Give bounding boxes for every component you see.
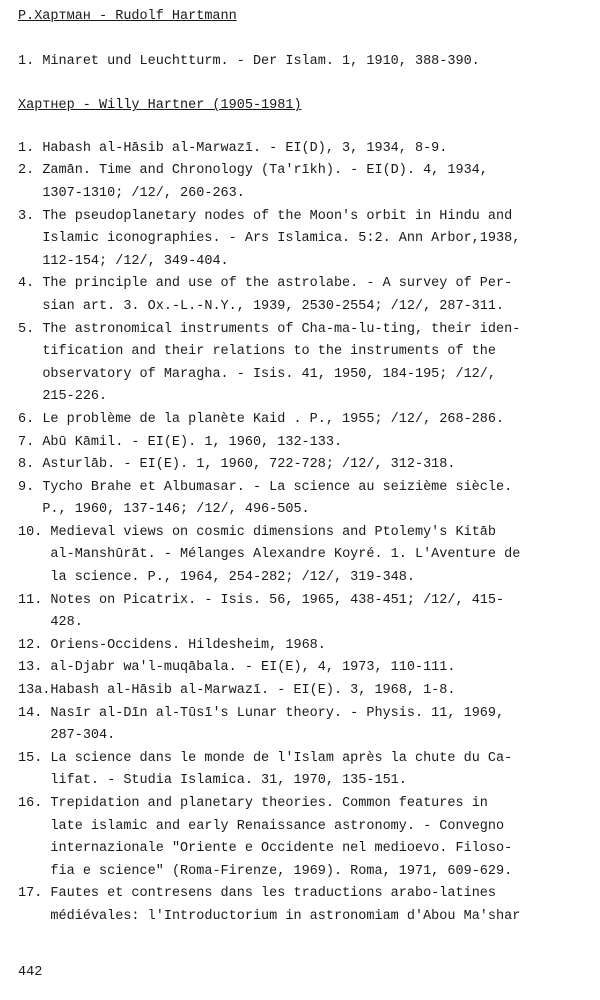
entry-number: 5.	[18, 321, 35, 337]
entry-number: 8.	[18, 457, 35, 473]
bib-entry	[18, 273, 588, 318]
entry-text: Tycho Brahe et Albumasar. - La science au seizième siècle. P., 1960, 137-146; /12/, 496-505.	[42, 479, 513, 518]
entry-text: Fautes et contresens dans les traductions arabo-latines médiévales: l'Introductorium in astronomiam d'Abou Ma'shar	[50, 886, 521, 924]
entry-number: 13a.	[18, 683, 51, 699]
entry-text: Trepidation and planetary theories. Common features in late islamic and early Renaissance astronomy. - Convegno internazionale "Oriente e Occidente nel medioevo. Filoso- fia e science" (Roma-Firenze, 1969). Roma, 1971, 609-629.	[50, 796, 513, 879]
bib-entry	[18, 590, 588, 635]
entry-text: Habash al-Hāsib al-Marwazī. - EI(E). 3, 1968, 1-8.	[50, 683, 456, 699]
bib-entry	[18, 748, 588, 793]
entry-number: 15.	[18, 750, 43, 766]
bib-entry	[18, 160, 588, 205]
entry-text: The pseudoplanetary nodes of the Moon's orbit in Hindu and Islamic iconographies. - Ars Islamica. 5:2. Ann Arbor,1938, 112-154; /12/, 349-404.	[42, 208, 521, 269]
entry-number: 7.	[18, 434, 35, 450]
entry-number: 1.	[18, 140, 35, 156]
bib-entry	[18, 138, 588, 161]
entry-text: Le problème de la planète Kaid . P., 1955; /12/, 268-286.	[42, 411, 505, 427]
bib-entry	[18, 206, 588, 274]
entry-text: Medieval views on cosmic dimensions and Ptolemy's Kitāb al-Manshūrāt. - Mélanges Alexandre Koyré. 1. L'Aventure de la science. P., 1964, 254-282; /12/, 319-348.	[50, 524, 521, 586]
entry-text: Zamān. Time and Chronology (Ta'rīkh). - EI(D). 4, 1934, 1307-1310; /12/, 260-263.	[42, 163, 488, 201]
entry-number: 4.	[18, 276, 35, 292]
author-heading-hartmann: Р.Хартман - Rudolf Hartmann	[18, 9, 237, 24]
entry-text: Habash al-Hāsib al-Marwazī. - EI(D), 3, 1934, 8-9.	[42, 140, 448, 156]
entry-number: 17.	[18, 886, 43, 902]
entry-text: Asturlāb. - EI(E). 1, 1960, 722-728; /12/, 312-318.	[42, 457, 456, 473]
entry-text: The principle and use of the astrolabe. - A survey of Per- sian art. 3. Ox.-L.-N.Y., 1939, 2530-2554; /12/, 287-311.	[42, 276, 513, 314]
bib-entry	[18, 703, 588, 748]
bib-entry	[18, 51, 588, 74]
entry-number: 10.	[18, 524, 43, 540]
bib-entry	[18, 522, 588, 590]
entry-text: Oriens-Occidens. Hildesheim, 1968.	[50, 637, 326, 653]
bibliography-page	[18, 6, 588, 929]
bib-entry	[18, 432, 588, 455]
bib-entry	[18, 477, 588, 522]
bib-entry	[18, 319, 588, 409]
entry-text: al-Djabr wa'l-muqābala. - EI(E), 4, 1973, 110-111.	[50, 660, 456, 676]
author-heading-hartner: Хартнер - Willy Hartner (1905-1981)	[18, 98, 302, 114]
entry-number: 9.	[18, 479, 35, 495]
entry-number: 13.	[18, 660, 43, 676]
entry-number: 12.	[18, 637, 43, 653]
entry-text: Abū Kāmil. - EI(E). 1, 1960, 132-133.	[42, 434, 343, 450]
entry-number: 16.	[18, 796, 43, 811]
page-number: 442	[18, 965, 43, 980]
entry-text: Minaret und Leuchtturm. - Der Islam. 1, 1910, 388-390.	[42, 53, 480, 69]
bib-entry	[18, 680, 588, 703]
bib-entry	[18, 454, 588, 477]
entry-number: 2.	[18, 163, 35, 179]
entry-text: Notes on Picatrix. - Isis. 56, 1965, 438-451; /12/, 415- 428.	[50, 592, 505, 631]
bib-entry	[18, 657, 588, 680]
entry-number: 1.	[18, 53, 35, 69]
entry-number: 14.	[18, 705, 43, 721]
bibliography-list	[18, 138, 588, 929]
entry-number: 3.	[18, 208, 35, 224]
bib-entry	[18, 793, 588, 883]
bib-entry	[18, 635, 588, 658]
entry-number: 6.	[18, 411, 35, 427]
bib-entry	[18, 883, 588, 928]
bib-entry	[18, 409, 588, 432]
entry-text: The astronomical instruments of Cha-ma-lu-ting, their iden- tification and their relations to the instruments of the observatory of Maragha. - Isis. 41, 1950, 184-195; /12/, 215-226.	[42, 321, 521, 405]
entry-text: La science dans le monde de l'Islam après la chute du Ca- lifat. - Studia Islamica. 31, 1970, 135-151.	[50, 750, 513, 789]
entry-text: Nasīr al-Dīn al-Tūsī's Lunar theory. - Physis. 11, 1969, 287-304.	[50, 705, 505, 744]
entry-number: 11.	[18, 592, 43, 608]
